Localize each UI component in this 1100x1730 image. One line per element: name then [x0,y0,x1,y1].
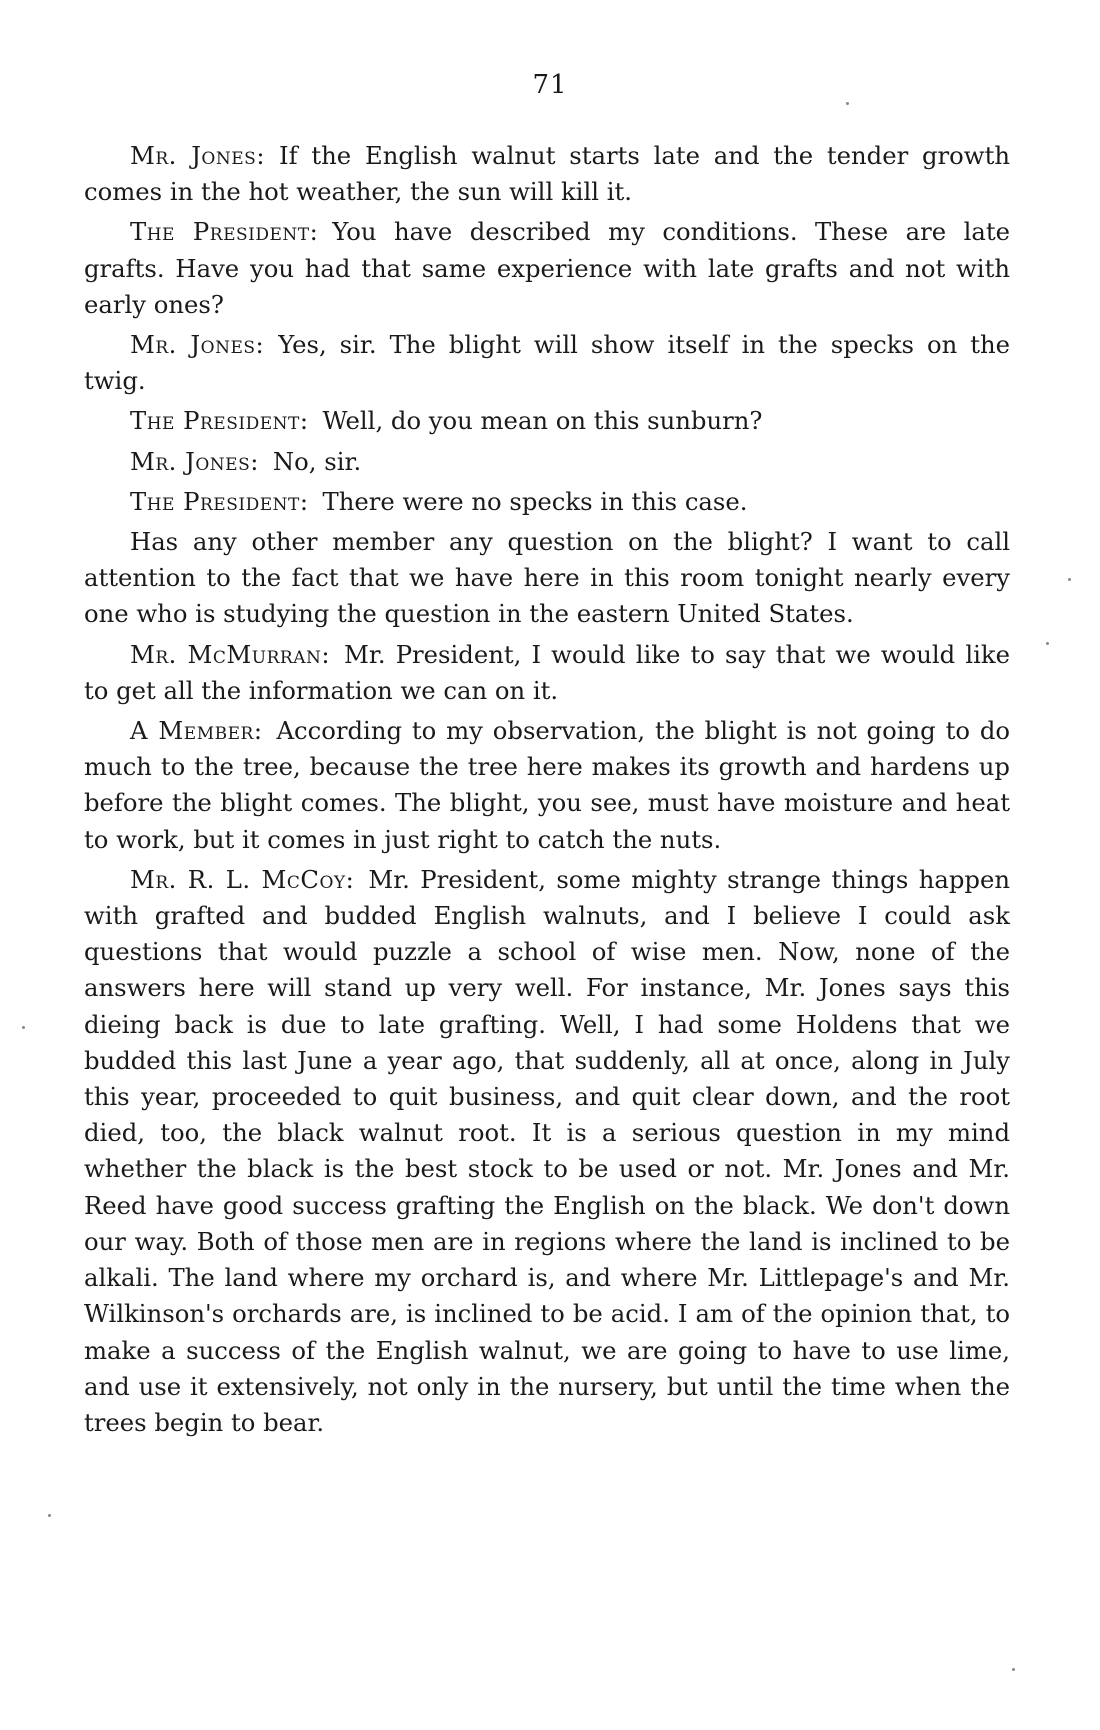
speaker-label: Mr. Jones : [130,141,265,170]
scan-speck [48,1514,51,1517]
paragraph-text: Well, do you mean on this sunburn? [322,406,763,436]
paragraph-text: Mr. President, some mighty strange things happen with grafted and budded English walnuts, and I believe I could ask questions that would puzzle a school of wise men. Now, none of the answers here will stand up very well. For instance, Mr. Jones says this dieing back is due to late grafting. Well, I had some Holdens that we budded this last June a year ago, that suddenly, all at once, along in July this year, proceeded to quit business, and quit clear down, and the root died, too, the black walnut root. It is a serious question in my mind whether the black is the best stock to be used or not. Mr. Jones and Mr. Reed have good success grafting the English on the black. We don't down our way. Both of those men are in regions where the land is inclined to be alkali. The land where my orchard is, and where Mr. Littlepage's and Mr. Wilkinson's orchards are, is inclined to be acid. I am of the opinion that, to make a success of the English walnut, we are going to have to use lime, and use it extensively, not only in the nursery, but until the time when the trees begin to bear. [84,864,1010,1437]
paragraph-text: You have described my conditions. These are late grafts. Have you had that same experience with late grafts and not with early ones? [84,217,1010,319]
paragraph [84,444,1010,480]
transcript-body [84,138,1010,1445]
paragraph [84,862,1010,1441]
speaker-label: Mr. Jones : [130,447,259,476]
speaker-label: A Member : [130,716,263,745]
scan-speck [22,1026,25,1029]
paragraph-text: Has any other member any question on the blight? I want to call attention to the fact that we have here in this room tonight nearly every one who is studying the question in the eastern United States. [84,527,1010,629]
scan-speck [1068,578,1071,581]
paragraph-text: There were no specks in this case. [322,486,748,516]
paragraph [84,138,1010,210]
paragraph [84,327,1010,399]
scan-speck [1012,1668,1015,1671]
speaker-label: The President : [130,406,309,435]
speaker-label: Mr. R. L. McCoy : [130,865,354,894]
speaker-label: The President : [130,487,309,516]
speaker-label: Mr. McMurran : [130,640,330,669]
paragraph [84,524,1010,633]
speaker-label: The President : [130,217,318,246]
paragraph [84,484,1010,520]
paragraph [84,637,1010,709]
paragraph-text: Yes, sir. The blight will show itself in the specks on the twig. [84,330,1010,396]
paragraph-text: Mr. President, I would like to say that we would like to get all the information we can on it. [84,639,1010,705]
speaker-label: Mr. Jones : [130,330,264,359]
paragraph [84,403,1010,439]
paragraph-text: According to my observation, the blight is not going to do much to the tree, because the tree here makes its growth and hardens up before the blight comes. The blight, you see, must have moisture and heat to work, but it comes in just right to catch the nuts. [84,716,1011,854]
page-number: 71 [532,70,568,100]
scan-speck [846,102,849,105]
paragraph-text: No, sir. [272,446,362,476]
paragraph-text: If the English walnut starts late and the tender growth comes in the hot weather, the sun will kill it. [84,141,1011,207]
scan-speck [1046,642,1049,645]
paragraph [84,713,1010,858]
paragraph [84,214,1010,323]
